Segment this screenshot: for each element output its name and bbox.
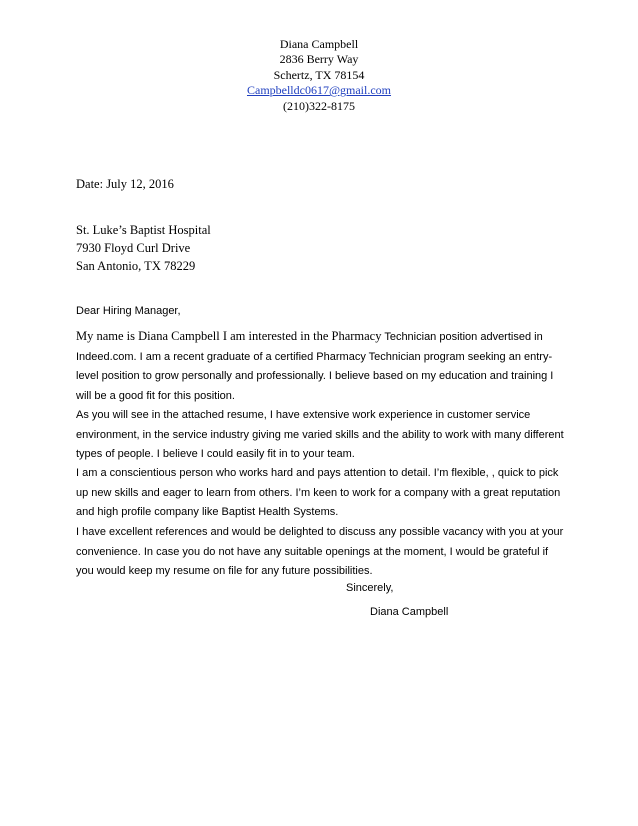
recipient-street: 7930 Floyd Curl Drive [76,241,191,255]
paragraph-references [76,523,564,582]
sender-street: 2836 Berry Way [279,52,359,67]
paragraph-qualities-text: I am a conscientious person who works hard and pays attention to detail. I’m flexible, , quick to pick up new skills and eager to learn from others. I’m keen to work for a company with a great reputation and high profile company like Baptist Health Systems. [76,467,561,518]
paragraph-intro [76,327,564,406]
salutation: Dear Hiring Manager, [76,305,181,317]
sender-city-state-zip: Schertz, TX 78154 [273,67,365,82]
closing: Sincerely, [346,582,394,594]
recipient-city-state-zip: San Antonio, TX 78229 [76,259,196,273]
sender-phone: (210)322-8175 [283,98,355,113]
paragraph-intro-rest: Technician position advertised in Indeed.com. I am a recent graduate of a certified Pharmacy Technician program seeking an entry-level position to grow personally and professionally. I believe based on my education and training I will be a good fit for this position. [76,331,554,402]
sender-email-link[interactable]: Campbelldc0617@gmail.com [246,83,392,98]
sender-name: Diana Campbell [279,37,359,51]
signature-name: Diana Campbell [370,606,449,618]
recipient-block [76,221,211,275]
paragraph-experience [76,406,564,465]
recipient-name: St. Luke’s Baptist Hospital [76,223,211,237]
paragraph-experience-text: As you will see in the attached resume, I have extensive work experience in customer service environment, in the service industry giving me varied skills and the ability to work with many different types of people. I believe I could easily fit in to your team. [76,409,564,460]
paragraph-references-text: I have excellent references and would be delighted to discuss any possible vacancy with you at your convenience. In case you do not have any suitable openings at the moment, I would be grateful if you would keep my resume on file for any future possibilities. [76,526,564,577]
paragraph-qualities [76,464,564,523]
letter-header [0,37,638,114]
letter-date: Date: July 12, 2016 [76,177,174,191]
paragraph-intro-lead: My name is Diana Campbell I am interested in the Pharmacy [76,329,382,343]
